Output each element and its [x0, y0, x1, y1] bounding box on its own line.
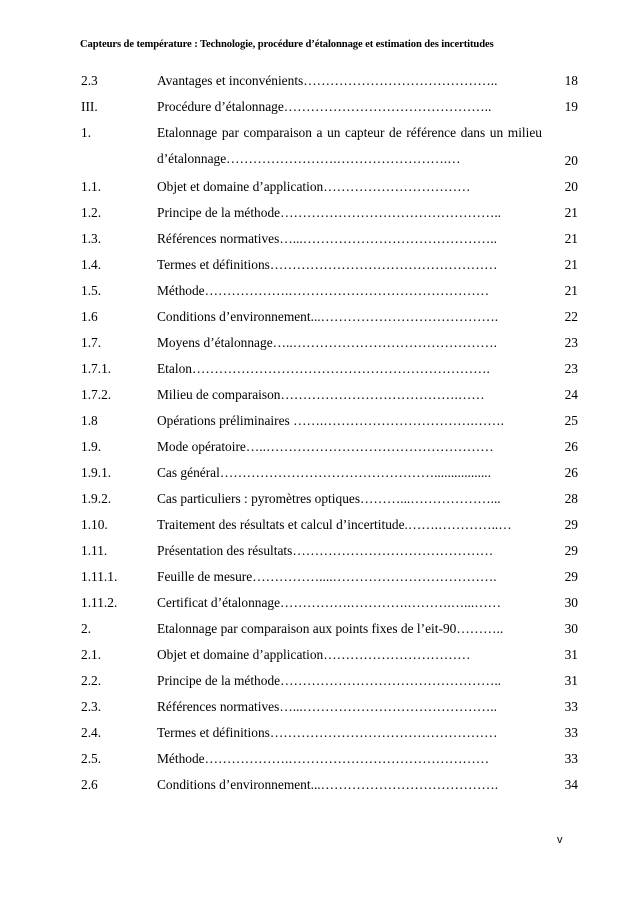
- toc-entry-title: Mode opératoire…..……………………………………………: [157, 439, 494, 454]
- toc-entry-title: Feuille de mesure……………....……………………………….: [157, 569, 497, 584]
- toc-entry-number: 1.6: [81, 309, 98, 324]
- toc-entry-page: 30: [564, 595, 578, 610]
- toc-entry-page: 33: [564, 751, 578, 766]
- toc-entry-page: 21: [564, 205, 578, 220]
- toc-entry: [81, 231, 580, 247]
- toc-entry-title: Traitement des résultats et calcul d’incertitude.…….…………..…: [157, 517, 512, 532]
- toc-entry-number: 1.10.: [81, 517, 108, 532]
- toc-entry-title: Objet et domaine d’application……………………………: [157, 179, 471, 194]
- toc-entry-title: Milieu de comparaison………………………………….……: [157, 387, 485, 402]
- toc-entry-title: Cas particuliers : pyromètres optiques………...………………...: [157, 491, 501, 506]
- toc-entry-title: Principe de la méthode…………………………………………..: [157, 673, 502, 688]
- toc-entry: [81, 387, 580, 403]
- toc-entry: [81, 283, 580, 299]
- toc-entry-page: 21: [564, 283, 578, 298]
- toc-entry: [81, 517, 580, 533]
- toc-entry-number: 2.: [81, 621, 92, 636]
- toc-entry-page: 29: [564, 569, 578, 584]
- toc-entry-page: 28: [564, 491, 578, 506]
- toc-entry-number: 1.9.2.: [81, 491, 112, 506]
- toc-entry-number: 1.8: [81, 413, 98, 428]
- toc-entry-title: Procédure d’étalonnage………………………………………..: [157, 99, 492, 114]
- toc-entry: [81, 751, 580, 767]
- toc-entry-page: 26: [564, 465, 578, 480]
- toc-entry-page: 22: [564, 309, 578, 324]
- toc-entry-page: 19: [564, 99, 578, 114]
- toc-entry-page: 34: [564, 777, 578, 792]
- toc-entry-title: Certificat d’étalonnage…………….………….……….…...……: [157, 595, 502, 610]
- toc-entry-title: Méthode……………….………………………………………: [157, 751, 490, 766]
- toc-entry-title: Termes et définitions……………………………………………: [157, 257, 498, 272]
- toc-entry: [81, 595, 580, 611]
- toc-entry: [81, 491, 580, 507]
- toc-entry: [81, 569, 580, 585]
- toc-entry-title: Références normatives…...……………………………………..: [157, 699, 497, 714]
- toc-entry-page: 25: [564, 413, 578, 428]
- toc-entry: [81, 335, 580, 351]
- toc-entry: [81, 205, 580, 221]
- toc-entry-title: Références normatives…...……………………………………..: [157, 231, 497, 246]
- toc-entry-page: 31: [564, 647, 578, 662]
- toc-entry: [81, 673, 580, 689]
- toc-entry-title: Conditions d’environnement...………………………………….: [157, 309, 499, 324]
- toc-entry: [81, 361, 580, 377]
- toc-entry-number: 1.11.1.: [81, 569, 118, 584]
- toc-entry-number: 1.9.: [81, 439, 102, 454]
- toc-entry-title: Etalonnage par comparaison aux points fixes de l’eit-90………..: [157, 621, 504, 636]
- toc-entry-page: 29: [564, 517, 578, 532]
- toc-entry-number: 1.11.: [81, 543, 108, 558]
- toc-entry-number: 1.4.: [81, 257, 102, 272]
- toc-entry: [81, 179, 580, 195]
- toc-entry-number: 2.6: [81, 777, 98, 792]
- toc-entry-number: 2.5.: [81, 751, 102, 766]
- toc-entry-title: Termes et définitions……………………………………………: [157, 725, 498, 740]
- toc-entry: [81, 99, 580, 115]
- toc-entry-page: 20: [564, 179, 578, 194]
- toc-entry-page: 29: [564, 543, 578, 558]
- toc-entry-number: 1.9.1.: [81, 465, 112, 480]
- toc-entry-title: Etalonnage par comparaison a un capteur de référence dans un milieu d’étalonnage…………………….…………………….…: [157, 125, 542, 166]
- toc-entry-title: Cas général………………………………………….................: [157, 465, 491, 480]
- toc-entry: [81, 439, 580, 455]
- toc-entry-number: 1.7.1.: [81, 361, 112, 376]
- toc-entry: [81, 257, 580, 273]
- toc-entry-page: 33: [564, 699, 578, 714]
- toc-entry-title: Objet et domaine d’application……………………………: [157, 647, 471, 662]
- toc-entry: [81, 725, 580, 741]
- toc-entry-number: 1.11.2.: [81, 595, 118, 610]
- toc-entry-title: Présentation des résultats………………………………………: [157, 543, 494, 558]
- toc-entry: [81, 543, 580, 559]
- toc-entry-page: 23: [564, 335, 578, 350]
- toc-entry-page: 26: [564, 439, 578, 454]
- toc-entry: [81, 73, 580, 89]
- toc-entry-page: 24: [564, 387, 578, 402]
- toc-entry-page: 33: [564, 725, 578, 740]
- toc-entry-page: 20: [564, 153, 578, 168]
- toc-entry: [81, 465, 580, 481]
- toc-entry: [81, 699, 580, 715]
- toc-entry: [81, 777, 580, 793]
- toc-entry: [81, 309, 580, 325]
- toc-entry: [81, 647, 580, 663]
- toc-entry: [81, 125, 580, 169]
- toc-entry-number: 2.3: [81, 73, 98, 88]
- toc-entry-page: 18: [564, 73, 578, 88]
- toc-entry-number: 1.: [81, 125, 92, 140]
- toc-entry-title: Moyens d’étalonnage…..……………………………………….: [157, 335, 497, 350]
- toc-entry-number: 1.7.: [81, 335, 102, 350]
- toc-entry-number: 2.1.: [81, 647, 102, 662]
- toc-entry-number: III.: [81, 99, 98, 114]
- toc-entry-number: 2.2.: [81, 673, 102, 688]
- toc-entry-page: 23: [564, 361, 578, 376]
- toc-entry-number: 1.2.: [81, 205, 102, 220]
- page-number: v: [557, 834, 563, 846]
- toc-entry-number: 1.3.: [81, 231, 102, 246]
- toc-entry-number: 1.7.2.: [81, 387, 112, 402]
- toc-entry: [81, 621, 580, 637]
- page-header: Capteurs de température : Technologie, procédure d’étalonnage et estimation des incertitudes: [80, 39, 494, 50]
- toc-entry-page: 21: [564, 257, 578, 272]
- toc-entry-title: Principe de la méthode…………………………………………..: [157, 205, 502, 220]
- toc-entry-title: Opérations préliminaires …….…………………………….…….: [157, 413, 504, 428]
- toc-entry-title: Méthode……………….………………………………………: [157, 283, 490, 298]
- toc-entry-number: 1.5.: [81, 283, 102, 298]
- toc-entry-number: 1.1.: [81, 179, 102, 194]
- toc-entry-page: 31: [564, 673, 578, 688]
- toc-entry-number: 2.4.: [81, 725, 102, 740]
- toc-entry-title: Etalon………………………………………………………….: [157, 361, 490, 376]
- toc-entry-title: Avantages et inconvénients……………………………………..: [157, 73, 498, 88]
- toc-entry-title: Conditions d’environnement...………………………………….: [157, 777, 499, 792]
- toc-entry: [81, 413, 580, 429]
- toc-entry-page: 21: [564, 231, 578, 246]
- toc-entry-number: 2.3.: [81, 699, 102, 714]
- toc-entry-page: 30: [564, 621, 578, 636]
